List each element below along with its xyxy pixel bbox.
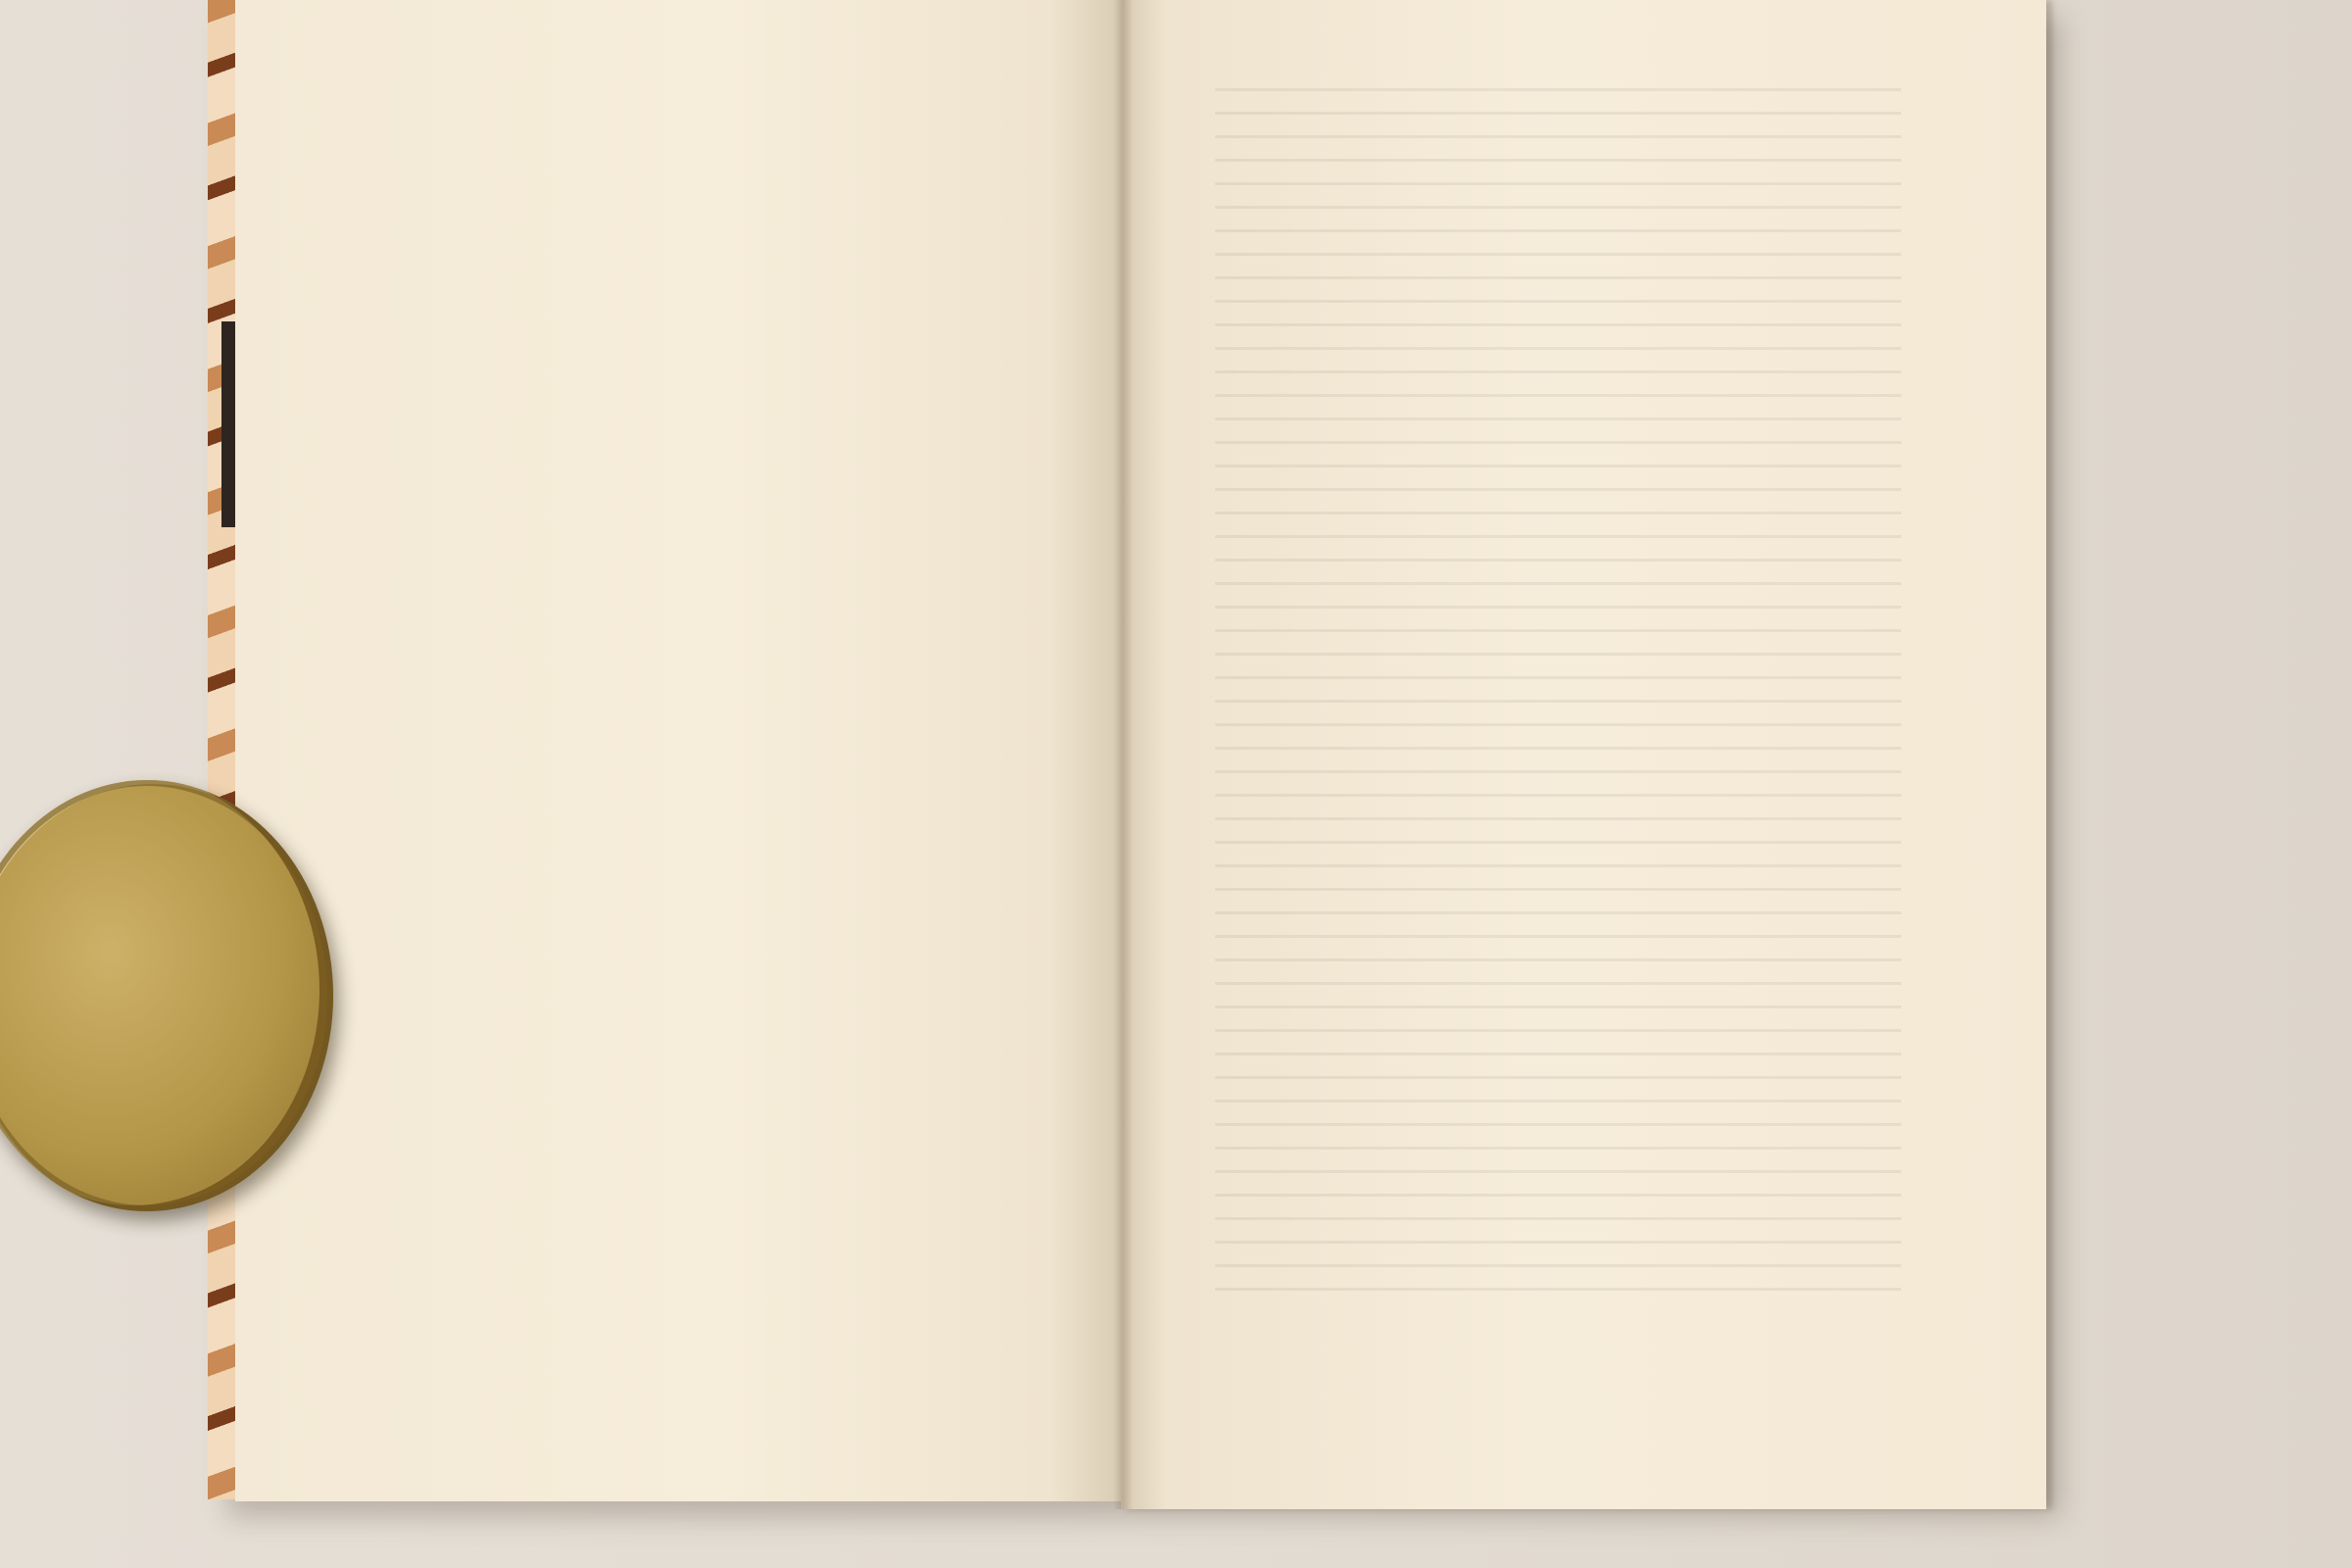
- main-works: [411, 145, 1018, 162]
- left-page-text: [409, 116, 1019, 250]
- author-biography: [412, 129, 1019, 146]
- book-gutter: [1113, 0, 1133, 1509]
